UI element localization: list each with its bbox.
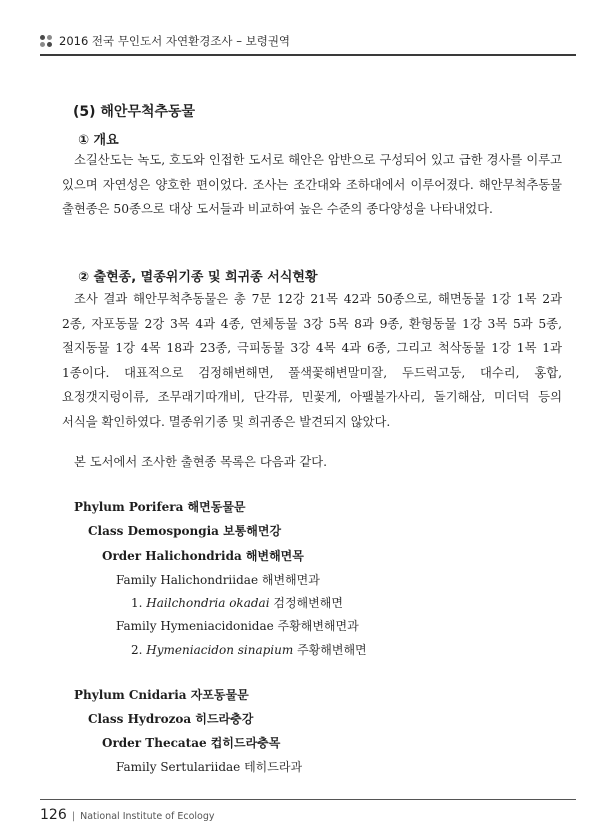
header-rule [40, 54, 576, 56]
species-number: 2. [131, 643, 143, 657]
family-hymeniacidonidae: Family Hymeniacidonidae 주황해변해면과 [116, 619, 359, 633]
species-scientific-name: Hymeniacidon sinapium [146, 643, 294, 657]
overview-title: ① 개요 [78, 133, 119, 148]
page-number: 126 [40, 807, 67, 823]
species-korean-name: 주황해변해면 [297, 643, 367, 657]
species-scientific-name: Hailchondria okadai [146, 596, 270, 610]
species-korean-name: 검정해변해면 [273, 596, 343, 610]
header-title: 2016 전국 무인도서 자연환경조사 – 보령권역 [59, 34, 291, 48]
phylum-cnidaria: Phylum Cnidaria 자포동물문 [74, 688, 249, 702]
footer-rule [40, 799, 576, 800]
header-dots-icon [40, 35, 54, 49]
page-header [40, 30, 576, 54]
intro-paragraph [62, 450, 562, 475]
order-halichondrida: Order Halichondrida 해변해면목 [102, 549, 304, 563]
occurrence-text: 조사 결과 해안무척추동물은 총 7문 12강 21목 42과 50종으로, 해면동물 1강 1목 2과 2종, 자포동물 2강 3목 4과 4종, 연체동물 3강 5목 8과 9종, 환형동물 1강 3목 5과 5종, 절지동물 1강 4목 18과 23종, 극피동물 3강 4목 4과 6종, 그리고 척삭동물 1강 1목 1과 1종이다. 대표적으로 검정해변해면, 풀색꽃해변말미잘, 두드럭고둥, 대수리, 홍합, 요정갯지렁이류, 조무래기따개비, 단각류, 민꽃게, 아팰불가사리, 돌기해삼, 미더덕 등의 서식을 확인하였다. 멸종위기종 및 희귀종은 발견되지 않았다. [62, 292, 562, 429]
institute-name: National Institute of Ecology [80, 811, 215, 822]
overview-paragraph [62, 148, 562, 222]
order-thecatae: Order Thecatae 컵히드라충목 [102, 736, 281, 750]
phylum-porifera: Phylum Porifera 해면동물문 [74, 500, 246, 514]
overview-text: 소길산도는 녹도, 호도와 인접한 도서로 해안은 암반으로 구성되어 있고 급한 경사를 이루고 있으며 자연성은 양호한 편이었다. 조사는 조간대와 조하대에서 이루어졌다. 해안무척추동물 출현종은 50종으로 대상 도서들과 비교하여 높은 수준의 종다양성을 나타내었다. [62, 153, 562, 216]
occurrence-paragraph [62, 287, 562, 434]
occurrence-title: ② 출현종, 멸종위기종 및 희귀종 서식현황 [78, 270, 318, 285]
species-row-1 [131, 594, 343, 611]
section-title: (5) 해안무척추동물 [73, 104, 196, 120]
footer-separator: | [71, 811, 76, 822]
species-number: 1. [131, 596, 143, 610]
page-footer [40, 804, 215, 823]
family-halichondriidae: Family Halichondriidae 해변해면과 [116, 573, 320, 587]
species-row-2 [131, 641, 367, 658]
family-sertulariidae: Family Sertulariidae 테히드라과 [116, 760, 303, 774]
intro-text: 본 도서에서 조사한 출현종 목록은 다음과 같다. [74, 455, 328, 469]
class-demospongia: Class Demospongia 보통해면강 [88, 524, 282, 538]
class-hydrozoa: Class Hydrozoa 히드라충강 [88, 712, 254, 726]
